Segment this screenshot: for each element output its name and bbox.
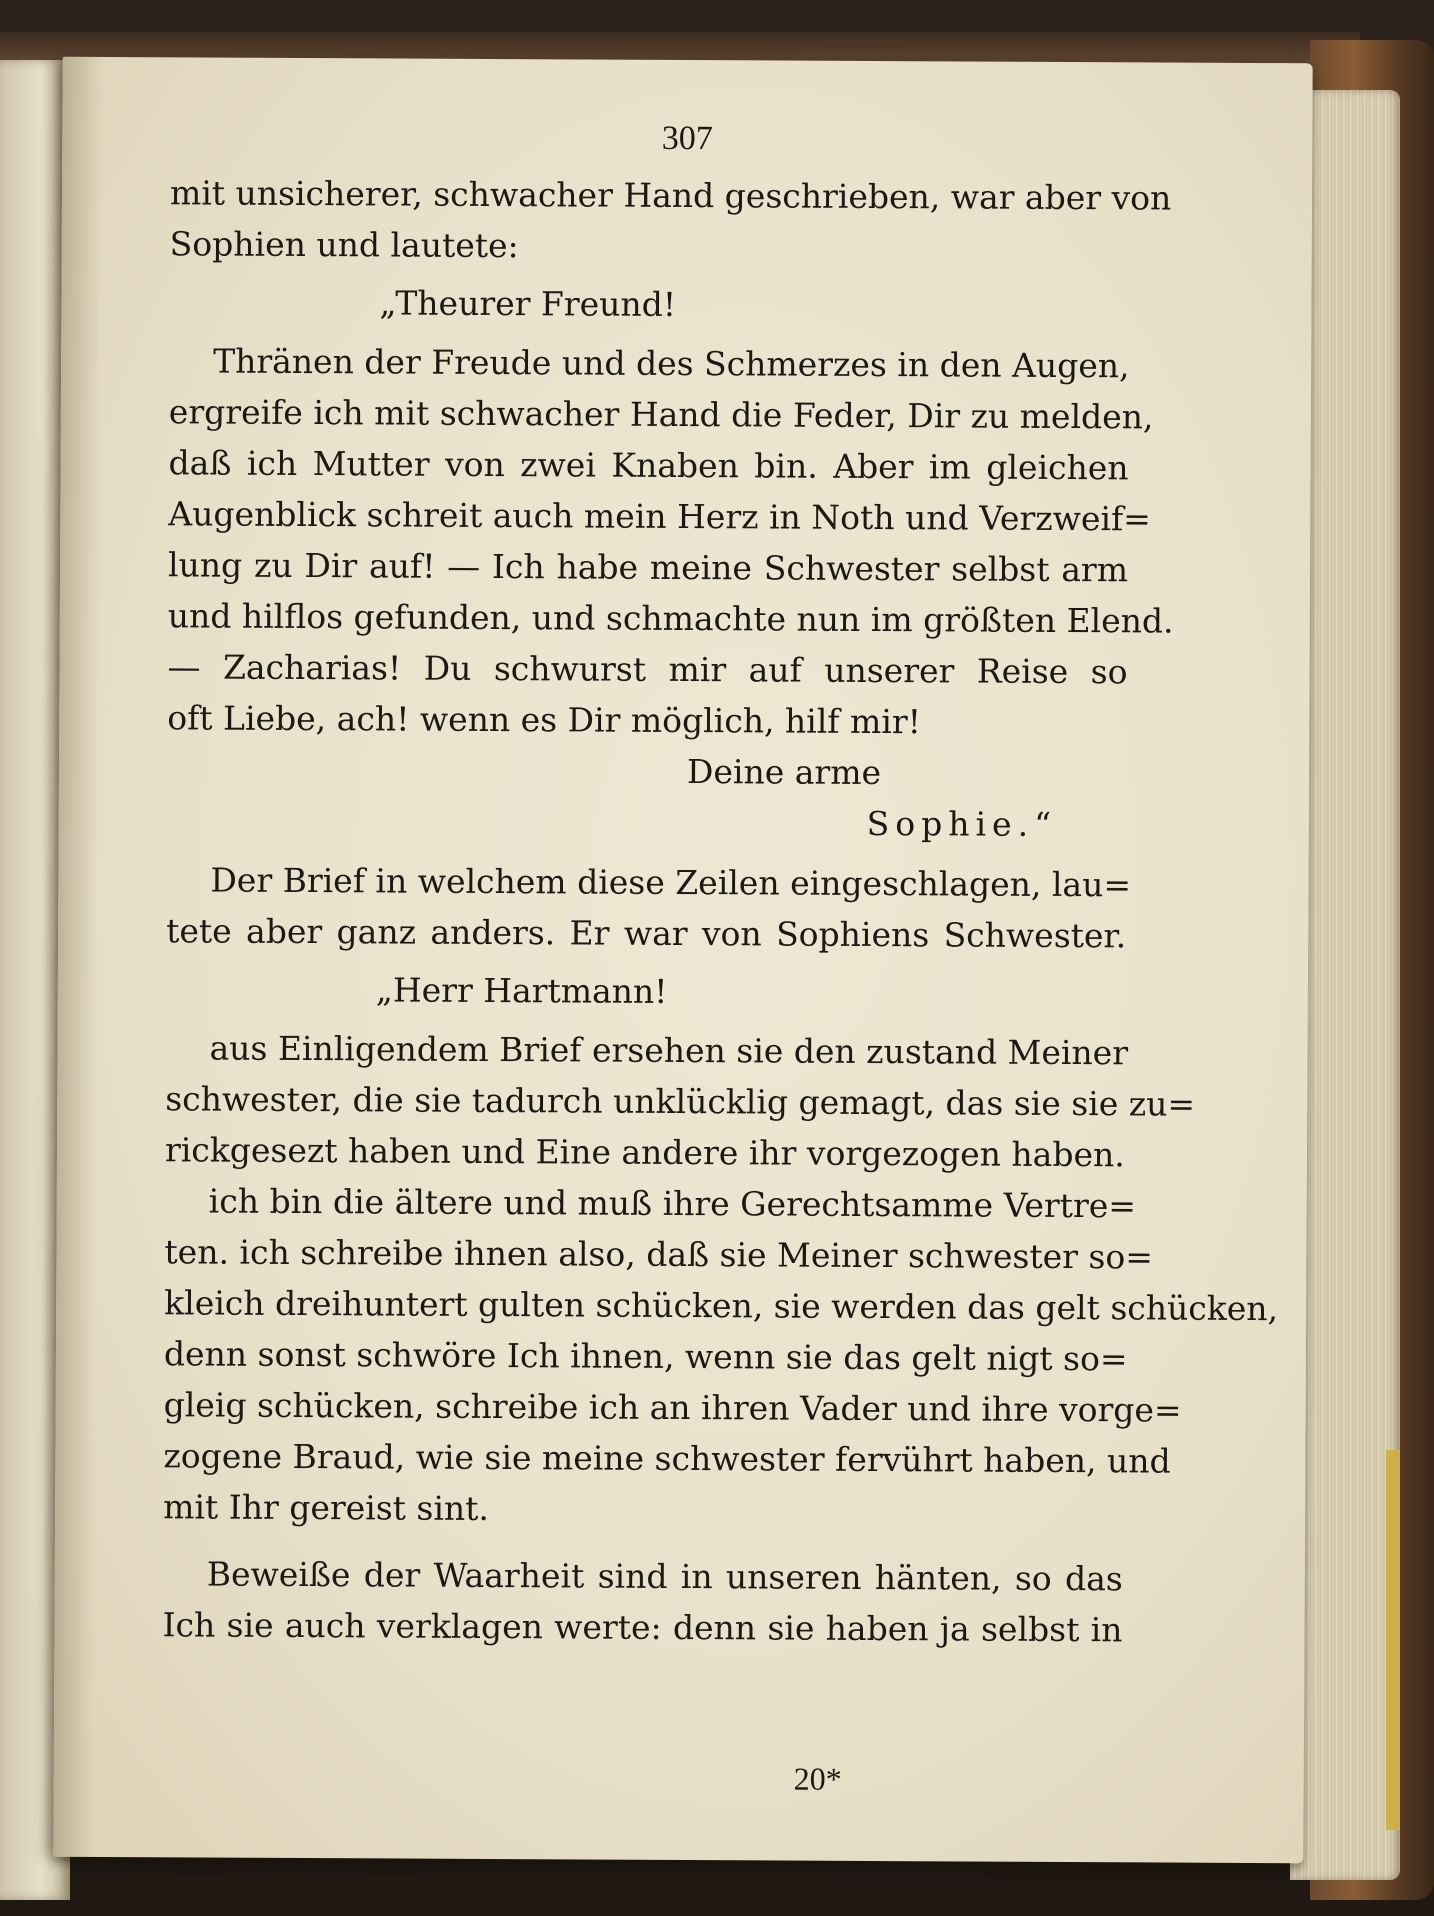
letter-signature: Sophie.“ — [866, 803, 1058, 844]
letter-closing: Deine arme — [686, 752, 882, 793]
text-line: ergreife ich mit schwacher Hand die Feder, Dir zu melden, — [168, 392, 1154, 437]
text-line: mit unsicherer, schwacher Hand geschrieben, war aber von — [169, 173, 1172, 218]
text-line: Thränen der Freude und des Schmerzes in den Augen, — [213, 341, 1130, 386]
text-line: lung zu Dir auf! — Ich habe meine Schwester selbst arm — [167, 545, 1129, 590]
page-text — [162, 167, 1279, 1655]
page-edge-tab — [1386, 1450, 1400, 1830]
text-line: ten. ich schreibe ihnen also, daß sie Meiner schwester so= — [164, 1232, 1154, 1277]
text-line: kleich dreihuntert gulten schücken, sie werden das gelt schücken, — [164, 1283, 1279, 1329]
text-line: rickgesezt haben und Eine andere ihr vorgezogen haben. — [164, 1130, 1125, 1175]
book-page — [53, 57, 1312, 1864]
text-line: ich bin die ältere und muß ihre Gerechtsamme Vertre= — [208, 1181, 1137, 1226]
page-number: 307 — [661, 119, 713, 158]
text-line: mit Ihr gereist sint. — [163, 1487, 490, 1528]
text-line: — Zacharias! Du schwurst mir auf unserer Reise so — [167, 647, 1128, 692]
text-line: oft Liebe, ach! wenn es Dir möglich, hilf mir! — [167, 698, 922, 742]
text-line: Ich sie auch verklagen werte: denn sie haben ja selbst in — [162, 1605, 1123, 1650]
text-line: und hilflos gefunden, und schmachte nun im größten Elend. — [167, 596, 1174, 641]
signature-mark: 20* — [793, 1760, 842, 1797]
text-line: daß ich Mutter von zwei Knaben bin. Aber im gleichen — [168, 443, 1129, 488]
text-line: gleig schücken, schreibe ich an ihren Vader und ihre vorge= — [163, 1385, 1182, 1430]
text-line: Sophien und lautete: — [169, 224, 519, 266]
text-line: denn sonst schwöre Ich ihnen, wenn sie das gelt nigt so= — [163, 1334, 1128, 1379]
text-line: schwester, die sie tadurch unklücklig gemagt, das sie sie zu= — [165, 1079, 1196, 1124]
text-line: aus Einligendem Brief ersehen sie den zustand Meiner — [209, 1028, 1129, 1073]
text-line: Der Brief in welchem diese Zeilen eingeschlagen, lau= — [210, 860, 1132, 905]
text-line: Beweiße der Waarheit sind in unseren hänten, so das — [206, 1554, 1123, 1599]
letter-salutation: „Theurer Freund! — [379, 283, 677, 324]
text-line: tete aber ganz anders. Er war von Sophiens Schwester. — [166, 911, 1127, 956]
text-line: zogene Braud, wie sie meine schwester fervührt haben, und — [163, 1436, 1171, 1481]
text-line: Augenblick schreit auch mein Herz in Noth und Verzweif= — [168, 494, 1151, 539]
letter-salutation: „Herr Hartmann! — [375, 970, 668, 1011]
